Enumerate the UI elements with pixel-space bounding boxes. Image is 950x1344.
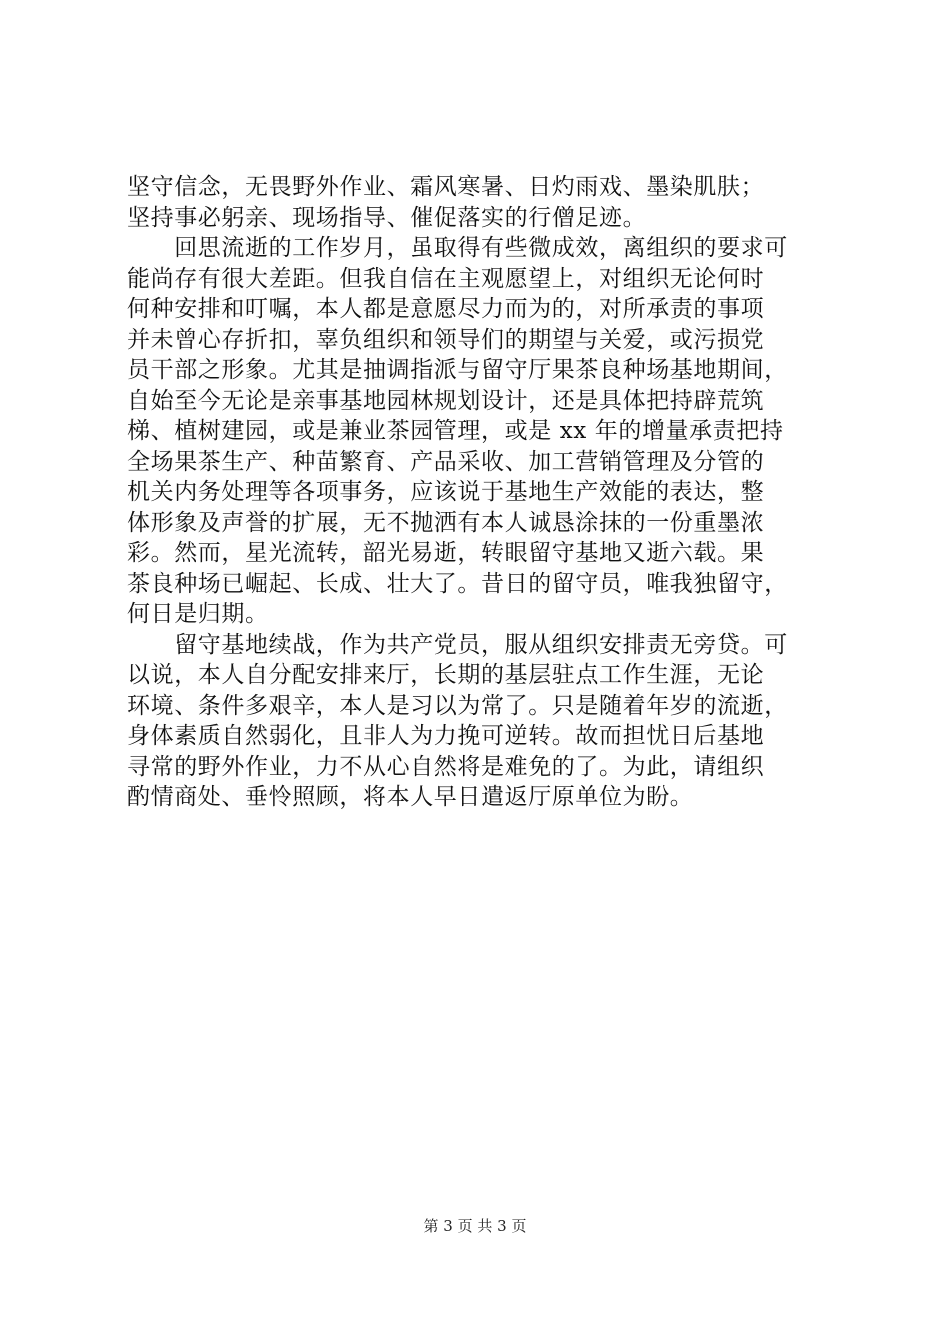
text-line: 身体素质自然弱化，且非人为力挽可逆转。故而担忧日后基地 — [127, 723, 765, 749]
text-line: 能尚存有很大差距。但我自信在主观愿望上，对组织无论何时 — [127, 265, 765, 292]
body-text — [127, 172, 857, 813]
text-line: 坚持事必躬亲、现场指导、催促落实的行僧足迹。 — [127, 204, 647, 231]
text-line: 酌情商处、垂怜照顾，将本人早日遣返厅原单位为盼。 — [127, 784, 694, 810]
text-line: 留守基地续战，作为共产党员，服从组织安排责无旁贷。可 — [127, 631, 788, 658]
text-line: 全场果茶生产、种苗繁育、产品采收、加工营销管理及分管的 — [127, 448, 765, 475]
text-line: 何种安排和叮嘱，本人都是意愿尽力而为的，对所承责的事项 — [127, 296, 765, 322]
text-line: 员干部之形象。尤其是抽调指派与留守厅果茶良种场基地期间， — [127, 357, 788, 383]
text-line: 寻常的野外作业，力不从心自然将是难免的了。为此，请组织 — [127, 753, 765, 780]
text-line: 梯、植树建园，或是兼业茶园管理，或是 xx 年的增量承责把持 — [127, 418, 784, 444]
text-line: 何日是归期。 — [127, 601, 269, 627]
text-line: 自始至今无论是亲事基地园林规划设计，还是具体把持辟荒筑 — [127, 387, 765, 414]
text-line: 以说，本人自分配安排来厅，长期的基层驻点工作生涯，无论 — [127, 662, 765, 688]
page-number-label: 第 3 页 共 3 页 — [423, 1217, 527, 1235]
text-line: 彩。然而，星光流转，韶光易逝，转眼留守基地又逝六载。果 — [127, 540, 765, 566]
text-line: 体形象及声誉的扩展，无不抛洒有本人诚恳涂抹的一份重墨浓 — [127, 509, 765, 536]
text-line: 并未曾心存折扣，辜负组织和领导们的期望与关爱，或污损党 — [127, 326, 765, 353]
text-line: 回思流逝的工作岁月，虽取得有些微成效，离组织的要求可 — [127, 235, 788, 261]
text-line: 环境、条件多艰辛，本人是习以为常了。只是随着年岁的流逝， — [127, 692, 788, 719]
page-footer — [0, 1216, 950, 1236]
text-line: 茶良种场已崛起、长成、壮大了。昔日的留守员，唯我独留守， — [127, 570, 788, 597]
text-line: 坚守信念，无畏野外作业、霜风寒暑、日灼雨戏、墨染肌肤； — [127, 174, 765, 200]
text-line: 机关内务处理等各项事务，应该说于基地生产效能的表达，整 — [127, 479, 765, 505]
